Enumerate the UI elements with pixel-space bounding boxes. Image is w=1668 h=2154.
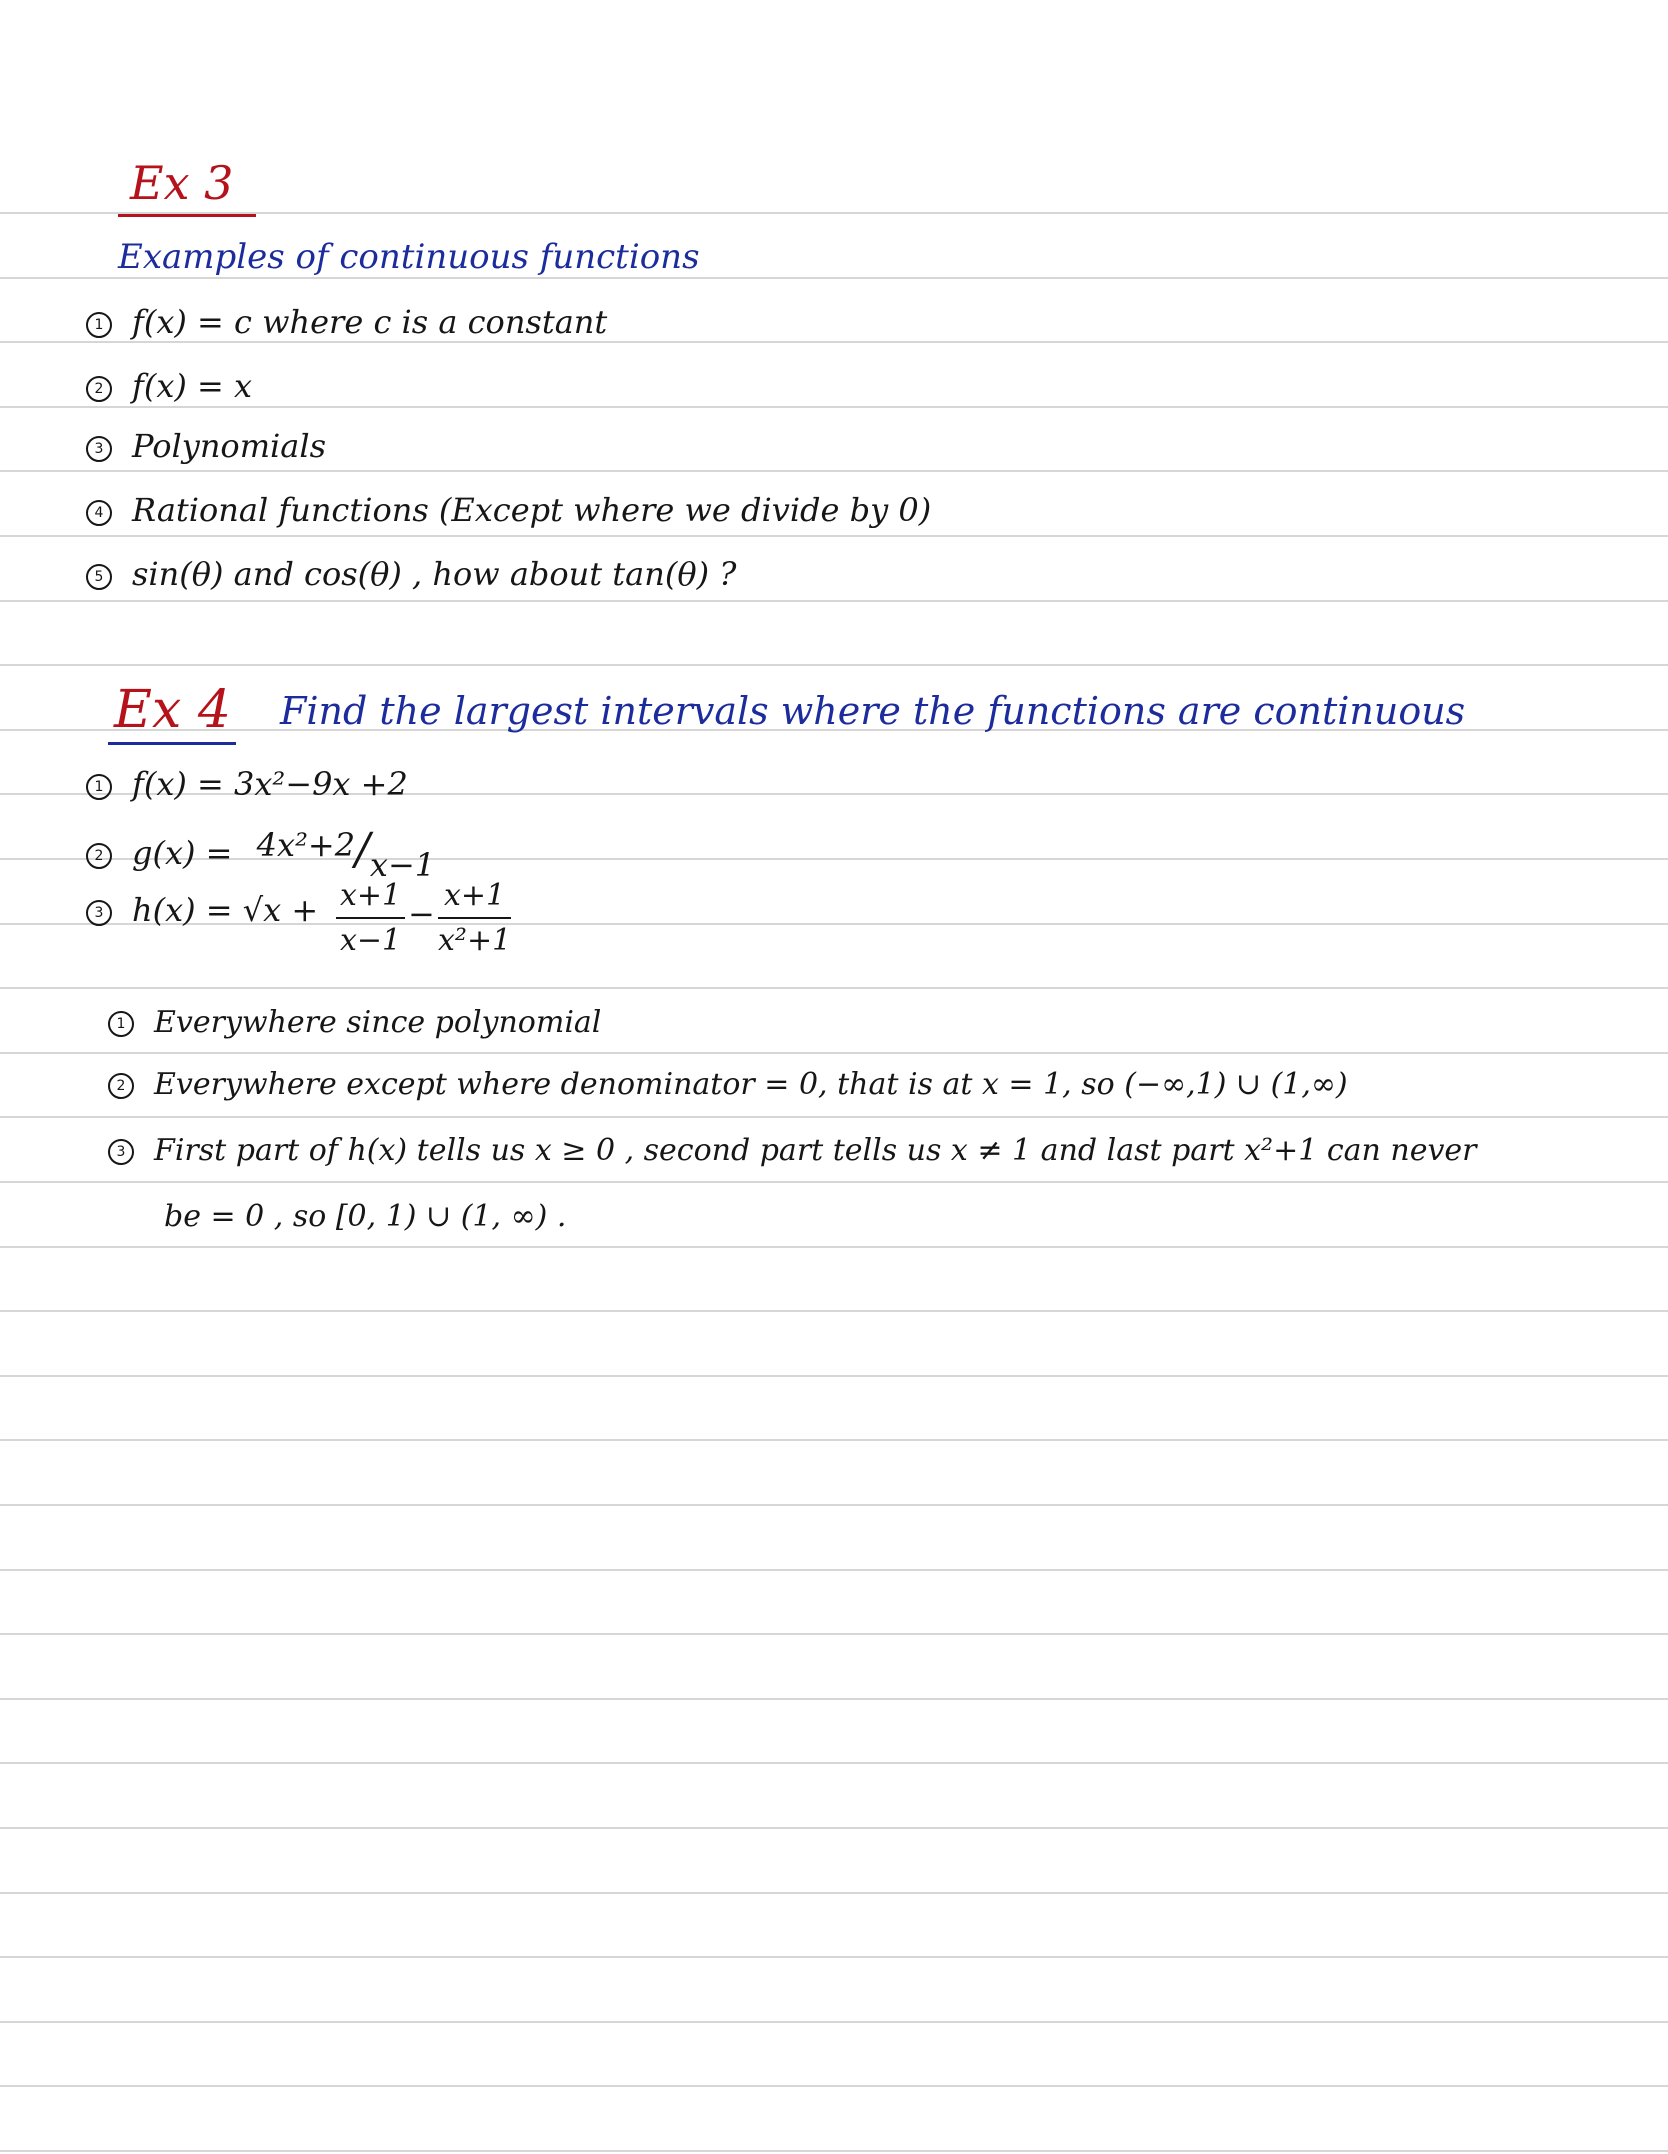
ex3-item-5 bbox=[86, 555, 737, 593]
circled-number-2: 2 bbox=[86, 843, 112, 869]
circled-number-4: 4 bbox=[86, 500, 112, 526]
ruled-line bbox=[0, 1181, 1668, 1183]
ex4-problem-3-fraction-1 bbox=[336, 878, 405, 958]
ex3-heading: Ex 3 bbox=[130, 156, 234, 210]
ruled-line bbox=[0, 1633, 1668, 1635]
ruled-line bbox=[0, 1569, 1668, 1571]
ex3-item-4 bbox=[86, 491, 932, 529]
answer-2-text: Everywhere except where denominator = 0, that is at x = 1, so (−∞,1) ∪ (1,∞) bbox=[154, 1067, 1348, 1102]
ex3-item-1-text: f(x) = c where c is a constant bbox=[132, 303, 608, 341]
ruled-line bbox=[0, 600, 1668, 602]
ruled-line bbox=[0, 1762, 1668, 1764]
ex3-item-2-text: f(x) = x bbox=[132, 367, 253, 405]
ex3-item-2 bbox=[86, 367, 253, 405]
fraction-1-numerator: x+1 bbox=[336, 878, 405, 919]
ruled-line bbox=[0, 277, 1668, 279]
ruled-line bbox=[0, 1439, 1668, 1441]
ruled-line bbox=[0, 1052, 1668, 1054]
fraction-1-denominator: x−1 bbox=[340, 923, 402, 958]
circled-number-1: 1 bbox=[108, 1011, 134, 1037]
ex3-item-5-text: sin(θ) and cos(θ) , how about tan(θ) ? bbox=[132, 555, 737, 593]
circled-number-5: 5 bbox=[86, 564, 112, 590]
ex4-problem-1 bbox=[86, 765, 408, 803]
ex4-problem-1-text: f(x) = 3x²−9x +2 bbox=[132, 765, 408, 803]
ex4-underline bbox=[108, 742, 236, 745]
ruled-line bbox=[0, 1116, 1668, 1118]
ruled-line bbox=[0, 664, 1668, 666]
ex3-item-3-text: Polynomials bbox=[132, 427, 326, 465]
answer-3-continuation: be = 0 , so [0, 1) ∪ (1, ∞) . bbox=[164, 1199, 567, 1234]
fraction-2-numerator: x+1 bbox=[438, 878, 511, 919]
answer-1 bbox=[108, 1005, 602, 1040]
ruled-line bbox=[0, 2150, 1668, 2152]
ruled-line bbox=[0, 1310, 1668, 1312]
ex3-item-4-text: Rational functions (Except where we divide by 0) bbox=[132, 491, 932, 529]
answer-3-text: First part of h(x) tells us x ≥ 0 , second part tells us x ≠ 1 and last part x²+1 can never bbox=[154, 1133, 1477, 1168]
answer-2 bbox=[108, 1067, 1348, 1102]
ex3-item-3 bbox=[86, 427, 326, 465]
circled-number-3: 3 bbox=[108, 1139, 134, 1165]
ruled-line bbox=[0, 1956, 1668, 1958]
ruled-line bbox=[0, 535, 1668, 537]
ex4-problem-3 bbox=[86, 891, 319, 929]
ex3-underline bbox=[118, 214, 256, 217]
ruled-line bbox=[0, 1375, 1668, 1377]
answer-3 bbox=[108, 1133, 1477, 1168]
ruled-line bbox=[0, 1827, 1668, 1829]
circled-number-2: 2 bbox=[108, 1073, 134, 1099]
ruled-line bbox=[0, 470, 1668, 472]
ruled-line bbox=[0, 406, 1668, 408]
ex4-problem-3-minus: − bbox=[408, 895, 435, 933]
ruled-line bbox=[0, 987, 1668, 989]
circled-number-3: 3 bbox=[86, 900, 112, 926]
circled-number-1: 1 bbox=[86, 312, 112, 338]
circled-number-2: 2 bbox=[86, 376, 112, 402]
ruled-line bbox=[0, 2021, 1668, 2023]
ex4-problem-3-fraction-2 bbox=[438, 878, 511, 958]
answer-1-text: Everywhere since polynomial bbox=[154, 1005, 602, 1040]
ex4-problem-2-slash: / bbox=[355, 824, 370, 875]
ruled-line bbox=[0, 1698, 1668, 1700]
ruled-line bbox=[0, 1504, 1668, 1506]
ex4-problem-2 bbox=[86, 824, 436, 884]
ex4-heading: Ex 4 bbox=[114, 680, 231, 740]
ruled-line bbox=[0, 341, 1668, 343]
fraction-2-denominator: x²+1 bbox=[438, 923, 512, 958]
ex4-problem-2-lhs: g(x) = bbox=[132, 834, 233, 872]
ruled-line bbox=[0, 2085, 1668, 2087]
ex4-title: Find the largest intervals where the functions are continuous bbox=[280, 689, 1466, 733]
ex4-problem-3-lhs: h(x) = √x + bbox=[132, 891, 319, 929]
ex3-subheading: Examples of continuous functions bbox=[118, 237, 700, 277]
circled-number-1: 1 bbox=[86, 774, 112, 800]
circled-number-3: 3 bbox=[86, 436, 112, 462]
ex4-problem-2-denominator: x−1 bbox=[369, 846, 436, 884]
ruled-line bbox=[0, 1892, 1668, 1894]
ex3-item-1 bbox=[86, 303, 608, 341]
ruled-line bbox=[0, 1246, 1668, 1248]
ex4-problem-2-numerator: 4x²+2 bbox=[256, 826, 356, 864]
